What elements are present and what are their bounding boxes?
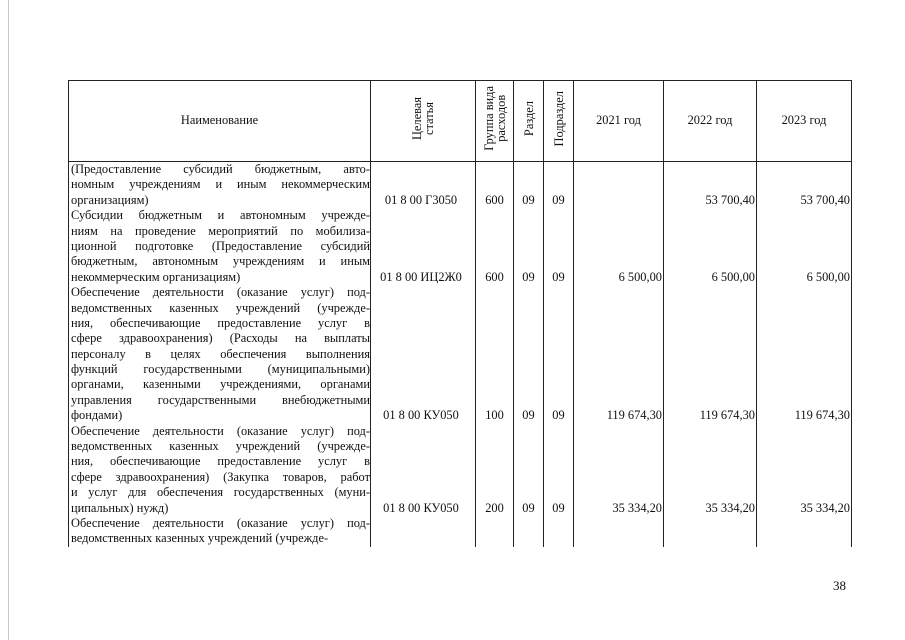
row-name-line: ципальных) нужд) <box>71 500 169 515</box>
header-target-article-text: Целевая статья <box>410 97 436 141</box>
row-amount-2023: 6 500,00 <box>757 208 852 285</box>
row-expense-group: 100 <box>476 285 514 424</box>
row-expense-group: 600 <box>476 162 514 209</box>
header-target-article <box>371 81 476 162</box>
row-subsection: 09 <box>544 424 574 516</box>
row-name-line: и услуг для обеспечения государственных (муни- <box>71 485 370 500</box>
row-target-article: 01 8 00 Г3050 <box>371 162 476 209</box>
header-year-2022: 2022 год <box>664 81 757 162</box>
table-row <box>69 285 852 424</box>
header-subsection-text: Подраздел <box>551 91 566 147</box>
row-section: 09 <box>514 424 544 516</box>
row-name-line: ния, обеспечивающие предоставление услуг в <box>71 315 370 330</box>
row-name-line: Обеспечение деятельности (оказание услуг) под- <box>71 285 370 300</box>
row-name-line: ведомственных казенных учреждений (учрежде- <box>71 531 329 546</box>
row-name-line: персоналу в целях обеспечения выполнения <box>71 346 370 361</box>
row-amount-2022: 35 334,20 <box>664 424 757 516</box>
table-row <box>69 424 852 516</box>
row-name-line: сфере здравоохранения) (Закупка товаров, работ <box>71 469 370 484</box>
row-amount-2021 <box>574 516 664 547</box>
row-section: 09 <box>514 162 544 209</box>
page-edge-line <box>8 0 9 640</box>
row-expense-group: 200 <box>476 424 514 516</box>
header-name: Наименование <box>69 81 371 162</box>
row-target-article: 01 8 00 ИЦ2Ж0 <box>371 208 476 285</box>
row-name-line: (Предоставление субсидий бюджетным, авто- <box>71 162 370 176</box>
row-expense-group: 600 <box>476 208 514 285</box>
row-amount-2023 <box>757 516 852 547</box>
header-section <box>514 81 544 162</box>
table-header-row <box>69 81 852 162</box>
row-subsection: 09 <box>544 285 574 424</box>
table-row <box>69 516 852 547</box>
row-amount-2021: 119 674,30 <box>574 285 664 424</box>
row-target-article <box>371 516 476 547</box>
row-section <box>514 516 544 547</box>
row-name-line: Обеспечение деятельности (оказание услуг) под- <box>71 423 370 438</box>
row-amount-2022 <box>664 516 757 547</box>
row-amount-2021: 35 334,20 <box>574 424 664 516</box>
header-expense-group-text: Группа вида расходов <box>481 86 508 152</box>
row-name-line: Обеспечение деятельности (оказание услуг) под- <box>71 515 370 530</box>
row-name-cell <box>69 208 371 285</box>
row-name-line: Субсидии бюджетным и автономным учрежде- <box>71 208 370 223</box>
row-amount-2023: 35 334,20 <box>757 424 852 516</box>
header-expense-group <box>476 81 514 162</box>
row-name-line: ведомственных казенных учреждений (учрежде- <box>71 439 370 454</box>
row-amount-2021 <box>574 162 664 209</box>
row-expense-group <box>476 516 514 547</box>
row-name-line: ционной подготовке (Предоставление субсидий <box>71 238 370 253</box>
table-row <box>69 162 852 209</box>
header-year-2023: 2023 год <box>757 81 852 162</box>
budget-table <box>68 80 852 547</box>
row-name-line: органами, казенными учреждениями, органами <box>71 377 370 392</box>
row-name-line: ведомственных казенных учреждений (учрежде- <box>71 300 370 315</box>
row-name-line: ниям на проведение мероприятий по мобилиза- <box>71 223 370 238</box>
row-amount-2022: 6 500,00 <box>664 208 757 285</box>
row-name-line: номным учреждениям и иным некоммерческим <box>71 177 370 192</box>
row-name-cell <box>69 516 371 547</box>
row-name-cell <box>69 285 371 424</box>
table-row <box>69 208 852 285</box>
row-amount-2021: 6 500,00 <box>574 208 664 285</box>
row-name-line: бюджетным, автономным учреждениям и иным <box>71 254 370 269</box>
row-name-line: фондами) <box>71 408 123 423</box>
row-target-article: 01 8 00 КУ050 <box>371 285 476 424</box>
row-target-article: 01 8 00 КУ050 <box>371 424 476 516</box>
header-section-text: Раздел <box>521 101 536 137</box>
row-subsection: 09 <box>544 208 574 285</box>
row-subsection: 09 <box>544 162 574 209</box>
row-name-cell <box>69 424 371 516</box>
page-number: 38 <box>833 578 846 593</box>
row-section: 09 <box>514 285 544 424</box>
row-name-line: функций государственными (муниципальными) <box>71 362 370 377</box>
row-name-line: некоммерческим организациям) <box>71 269 241 284</box>
row-name-line: управления государственными внебюджетными <box>71 392 370 407</box>
row-amount-2023: 119 674,30 <box>757 285 852 424</box>
header-subsection <box>544 81 574 162</box>
row-name-cell <box>69 162 371 209</box>
header-year-2021: 2021 год <box>574 81 664 162</box>
row-name-line: сфере здравоохранения) (Расходы на выплаты <box>71 331 370 346</box>
row-amount-2023: 53 700,40 <box>757 162 852 209</box>
row-section: 09 <box>514 208 544 285</box>
row-amount-2022: 53 700,40 <box>664 162 757 209</box>
row-subsection <box>544 516 574 547</box>
row-amount-2022: 119 674,30 <box>664 285 757 424</box>
row-name-line: ния, обеспечивающие предоставление услуг в <box>71 454 370 469</box>
row-name-line: организациям) <box>71 192 149 207</box>
